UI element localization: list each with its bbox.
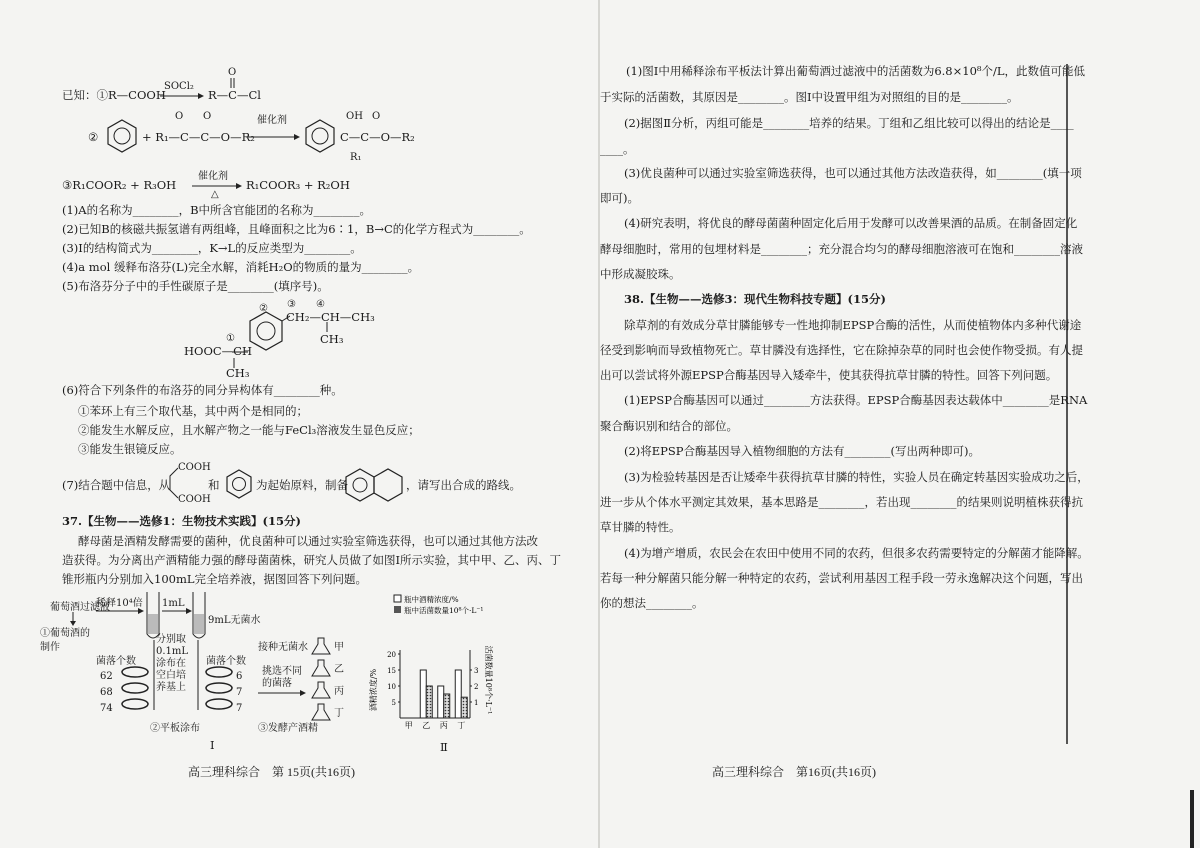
carbonyl-o-2b: O [203,111,212,122]
q38-sub-1b: 聚合酶识别和结合的部位。 [600,419,738,433]
count-left-1: 62 [100,671,113,682]
x-tick-label: 丁 [457,721,466,730]
reaction-3-catalyst: 催化剂 [198,171,228,182]
benzene-product-icon [302,118,338,154]
q38-para-2: 径受到影响而导致植物死亡。草甘膦没有选择性，它在除掉杂草的同时也会使作物受损。有人提 [600,343,1083,357]
x-tick-label: 甲 [404,721,413,730]
x-tick-label: 乙 [422,721,431,730]
bar-alcohol [455,670,461,718]
heat-symbol: △ [211,189,219,200]
benzene-icon [104,118,140,154]
q37-sub-4b: 酵母细胞时，常用的包埋材料是________；充分混合均匀的酵母细胞溶液可在饱和________溶液 [600,242,1083,256]
fig1-colony-left: 菌落个数 [96,656,136,667]
ibuprofen-mark-4: ④ [316,299,325,310]
tetralin-target-icon [344,466,406,502]
q38-sub-3c: 草甘膦的特性。 [600,520,681,534]
reaction-arrow-2 [248,134,300,140]
q38-sub-3b: 进一步从个体水平测定其效果，基本思路是________，若出现________的结果则说明植株获得抗 [600,495,1083,509]
q37-para-1: 酵母菌是酒精发酵需要的菌种，优良菌种可以通过实验室筛选获得，也可以通过其他方法改 [78,534,538,548]
question-4: (4)a mol 缓释布洛芬(L)完全水解，消耗H₂O的物质的量为________。 [62,260,420,274]
question-6: (6)符合下列条件的布洛芬的同分异构体有________种。 [62,383,343,397]
condition-1: ①苯环上有三个取代基，其中两个是相同的； [78,404,308,418]
question-2: (2)已知B的核磁共振氢谱有两组峰，且峰面积之比为6∶1，B→C的化学方程式为________。 [62,222,531,236]
question-3: (3)I的结构简式为________，K→L的反应类型为________。 [62,241,362,255]
q37-sub-3a: (3)优良菌种可以通过实验室筛选获得，也可以通过其他方法改造获得，如________(填一项 [624,166,1082,180]
q37-para-2: 造获得。为分离出产酒精能力强的酵母菌菌株，研究人员做了如图Ⅰ所示实验，其中甲、乙、丙、丁 [62,553,562,567]
acyl-chloride: R—C—Cl [208,88,261,102]
footer-page-16: 高三理科综合 第16页(共16页) [712,765,876,779]
ibuprofen-methyl: CH₃ [226,366,250,380]
flask-ding: 丁 [334,708,344,719]
ibuprofen-ring-icon [246,310,290,358]
ibuprofen-mark-1: ① [226,333,235,344]
bar-live-count [426,686,432,718]
bar-alcohol [420,670,426,718]
fig1-step2: ②平板涂布 [150,723,200,734]
test-tube-2-icon [190,592,208,642]
y2-axis-label: 活菌数量10⁸个·L⁻¹ [484,645,493,715]
q37-sub-4c: 中形成凝胶珠。 [600,267,681,281]
legend-alcohol: 瓶中酒精浓度/% [404,595,459,604]
question-7-c: 为起始原料，制备 [256,478,348,492]
q38-sub-1a: (1)EPSP合酶基因可以通过________方法获得。EPSP合酶基因表达载体中________是RNA [624,393,1088,407]
count-right-2: 7 [236,687,243,698]
fig1-take: 分别取0.1mL涂布在空白培养基上 [156,634,189,693]
q38-para-1: 除草剂的有效成分草甘膦能够专一性地抑制EPSP合酶的活性，从而使植物体内多种代谢途 [624,318,1082,332]
y-tick-label: 10 [387,683,396,691]
q37-sub-2b: ____。 [600,142,635,156]
y2-tick-label: 1 [474,699,479,707]
count-left-2: 68 [100,687,113,698]
plates-right-icon [204,664,234,716]
ibuprofen-mark-3: ③ [287,299,296,310]
reagent-socl2: SOCl₂ [164,81,194,92]
fig1-dilute: 稀释10⁴倍 [96,598,143,609]
q37-sub-1a: (1)图Ⅰ中用稀释涂布平板法计算出葡萄酒过滤液中的活菌数为6.8×10⁸个/L，此数值可能低 [626,64,1086,78]
y-tick-label: 15 [387,667,396,675]
carbonyl-o-1: O [228,67,237,78]
q38-sub-4c: 你的想法________。 [600,596,704,610]
transfer-arrow [162,608,192,614]
ibuprofen-chain: CH₂—CH—CH₃ [286,310,375,324]
down-arrow-1 [70,612,76,626]
q7-cooh-top: COOH [178,462,211,473]
y2-tick-label: 3 [474,667,479,675]
legend-swatch-alcohol [394,595,401,602]
q37-sub-2a: (2)据图Ⅱ分析，丙组可能是________培养的结果。丁组和乙组比较可以得出的结论是____ [624,116,1074,130]
question-7-d: ，请写出合成的路线。 [406,478,521,492]
question-7-b: 和 [208,478,220,492]
count-right-1: 6 [236,671,243,682]
q37-sub-1b: 于实际的活菌数，其原因是________。图Ⅰ中设置甲组为对照组的目的是________。 [600,90,1019,104]
y-axis-label: 酒精浓度/% [369,668,378,712]
count-left-3: 74 [100,703,113,714]
fig1-step1: ①葡萄酒的制作 [40,628,90,653]
q38-sub-3a: (3)为检验转基因是否让矮牵牛获得抗草甘膦的特性，实验人员在确定转基因实验成功之后， [624,470,1089,484]
question-38-title: 38.【生物——选修3：现代生物科技专题】(15分) [624,292,886,306]
legend-live: 瓶中活菌数量10⁸个·L⁻¹ [404,606,484,615]
q37-para-3: 锥形瓶内分别加入100mL完全培养液，据图回答下列问题。 [62,572,367,586]
y-tick-label: 20 [387,651,396,659]
benzene-start-icon [224,468,254,500]
fig1-step3: ③发酵产酒精 [258,723,318,734]
dilute-arrow [96,608,144,614]
carbonyl-o-2a: O [175,111,184,122]
known-reaction-1: 已知：①R—COOH [62,88,166,102]
fig2-label: Ⅱ [440,740,448,754]
ibuprofen-acid: HOOC—CH [184,344,253,358]
chart-legend [394,594,483,615]
q7-cooh-bottom: COOH [178,494,211,505]
q38-sub-4b: 若每一种分解菌只能分解一种特定的农药，尝试利用基因工程手段一劳永逸解决这个问题，写出 [600,571,1083,585]
page-15 [0,0,598,848]
reaction-2-reactant: + R₁—C—C—O—R₂ [142,130,255,144]
ring-bond [232,349,248,355]
fig1-inoculate: 接种无菌水 [258,642,308,653]
chart-bars [420,670,467,718]
reaction-2-product: C—C—O—R₂ [340,130,415,144]
question-37-title: 37.【生物——选修1：生物技术实践】(15分) [62,514,301,528]
y-tick-label: 5 [391,699,396,707]
ibuprofen-mark-2: ② [259,303,268,314]
figure-2-chart [360,592,500,740]
fig1-label: Ⅰ [210,738,215,752]
ibuprofen-branch-ch3: CH₃ [320,332,344,346]
flask-jia: 甲 [334,642,344,653]
flasks-icon [310,636,332,722]
hydroxyl-oh: OH [346,111,363,122]
flask-bing: 丙 [334,686,344,697]
count-right-3: 7 [236,703,243,714]
diacid-chain [168,466,180,500]
legend-swatch-live [394,606,401,613]
x-tick-label: 丙 [439,721,448,730]
question-7-a: (7)结合题中信息，从 [62,478,171,492]
q38-para-3: 出可以尝试将外源EPSP合酶基因导入矮牵牛，使其获得抗草甘膦的特性。回答下列问题。 [600,368,1058,382]
reaction-2-label: ② [88,130,99,144]
flask-yi: 乙 [334,664,344,675]
fig1-colony-right: 菌落个数 [206,656,246,667]
q38-sub-4a: (4)为增产增质，农民会在农田中使用不同的农药，但很多农药需要特定的分解菌才能降解。 [624,546,1089,560]
bar-live-count [444,694,450,718]
condition-3: ③能发生银镜反应。 [78,442,182,456]
question-1: (1)A的名称为________，B中所含官能团的名称为________。 [62,203,372,217]
reaction-2-catalyst: 催化剂 [257,115,287,126]
branch-bond [325,322,329,332]
fig1-volume: 1mL [162,598,185,609]
condition-2: ②能发生水解反应，且水解产物之一能与FeCl₃溶液发生显色反应； [78,423,420,437]
footer-page-15: 高三理科综合 第 15页(共16页) [188,765,355,779]
double-bond-1 [229,78,237,88]
substituent-r1: R₁ [350,152,362,163]
q37-sub-3b: 即可)。 [600,191,639,205]
q37-sub-4a: (4)研究表明，将优良的酵母菌菌种固定化后用于发酵可以改善果酒的品质。在制备固定化 [624,216,1078,230]
carbonyl-o-3: O [372,111,381,122]
bar-live-count [461,697,467,718]
page-16 [600,0,1200,848]
plates-left-icon [120,664,150,716]
question-5: (5)布洛芬分子中的手性碳原子是________(填序号)。 [62,279,329,293]
q38-sub-2: (2)将EPSP合酶基因导入植物细胞的方法有________(写出两种即可)。 [624,444,981,458]
bar-alcohol [438,686,444,718]
reaction-arrow-1 [160,93,204,99]
reaction-3-product: R₁COOR₃ + R₂OH [246,178,350,192]
pick-arrow [258,690,306,696]
fig1-pick: 挑选不同的菌落 [262,666,302,689]
reaction-3: ③R₁COOR₂ + R₃OH [62,178,177,192]
fig1-filtrate: 葡萄酒过滤液 [50,602,110,613]
fig1-water: 9mL无菌水 [208,615,261,626]
y2-tick-label: 2 [474,683,479,691]
